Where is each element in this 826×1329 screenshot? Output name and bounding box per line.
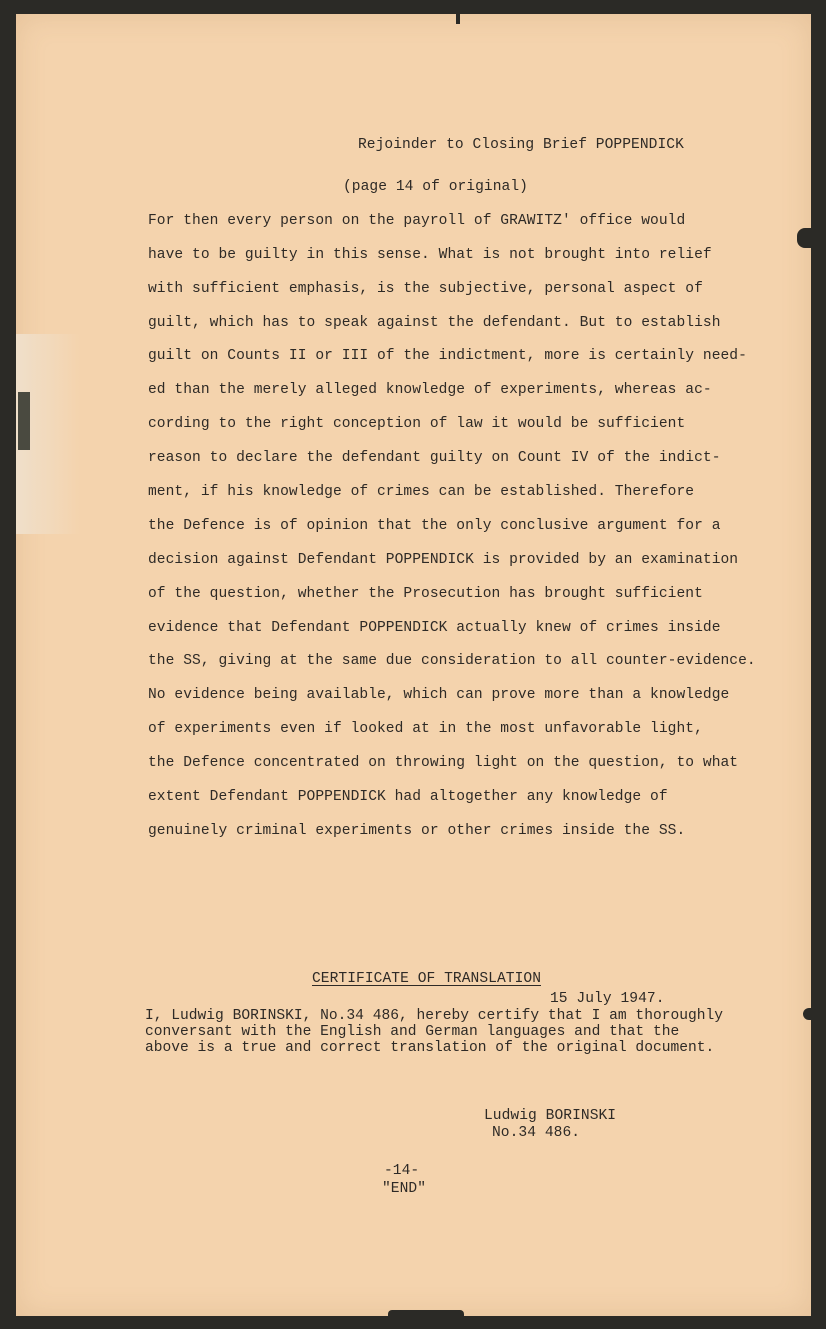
paper-edge-tear bbox=[797, 228, 811, 248]
page-number: -14- bbox=[384, 1163, 420, 1179]
binder-tab-mark bbox=[18, 392, 30, 450]
body-line: extent Defendant POPPENDICK had altogether any knowledge of bbox=[148, 789, 668, 805]
body-line: of the question, whether the Prosecution has brought sufficient bbox=[148, 586, 703, 602]
paper-edge-tear bbox=[456, 14, 460, 24]
certificate-line: I, Ludwig BORINSKI, No.34 486, hereby certify that I am thoroughly bbox=[145, 1008, 724, 1024]
paper-edge-tear bbox=[803, 1008, 811, 1020]
body-line: the SS, giving at the same due consideration to all counter-evidence. bbox=[148, 653, 756, 669]
translator-name: Ludwig BORINSKI bbox=[484, 1108, 617, 1124]
body-line: cording to the right conception of law it would be sufficient bbox=[148, 416, 686, 432]
body-line: reason to declare the defendant guilty on Count IV of the indict- bbox=[148, 450, 721, 466]
body-line: have to be guilty in this sense. What is not brought into relief bbox=[148, 247, 712, 263]
body-line: of experiments even if looked at in the most unfavorable light, bbox=[148, 721, 703, 737]
paper-edge-tear bbox=[388, 1310, 464, 1318]
body-line: with sufficient emphasis, is the subjective, personal aspect of bbox=[148, 281, 703, 297]
body-line: guilt on Counts II or III of the indictment, more is certainly need- bbox=[148, 348, 747, 364]
body-line: For then every person on the payroll of GRAWITZ' office would bbox=[148, 213, 686, 229]
certificate-body bbox=[145, 1008, 724, 1056]
body-line: the Defence concentrated on throwing light on the question, to what bbox=[148, 755, 739, 771]
body-line: decision against Defendant POPPENDICK is provided by an examination bbox=[148, 552, 739, 568]
body-line: No evidence being available, which can prove more than a knowledge bbox=[148, 687, 730, 703]
certificate-line: above is a true and correct translation of the original document. bbox=[145, 1040, 715, 1056]
end-mark: "END" bbox=[382, 1181, 427, 1197]
body-line: evidence that Defendant POPPENDICK actually knew of crimes inside bbox=[148, 620, 721, 636]
body-line: guilt, which has to speak against the defendant. But to establish bbox=[148, 315, 721, 331]
certificate-date: 15 July 1947. bbox=[550, 991, 665, 1007]
body-line: genuinely criminal experiments or other crimes inside the SS. bbox=[148, 823, 686, 839]
certificate-line: conversant with the English and German languages and that the bbox=[145, 1024, 680, 1040]
page-reference: (page 14 of original) bbox=[343, 179, 528, 195]
translator-number: No.34 486. bbox=[492, 1125, 581, 1141]
document-page bbox=[16, 14, 811, 1316]
certificate-title: CERTIFICATE OF TRANSLATION bbox=[312, 971, 541, 987]
body-line: ment, if his knowledge of crimes can be established. Therefore bbox=[148, 484, 695, 500]
body-line: the Defence is of opinion that the only conclusive argument for a bbox=[148, 518, 721, 534]
document-title: Rejoinder to Closing Brief POPPENDICK bbox=[358, 137, 684, 153]
body-line: ed than the merely alleged knowledge of experiments, whereas ac- bbox=[148, 382, 712, 398]
